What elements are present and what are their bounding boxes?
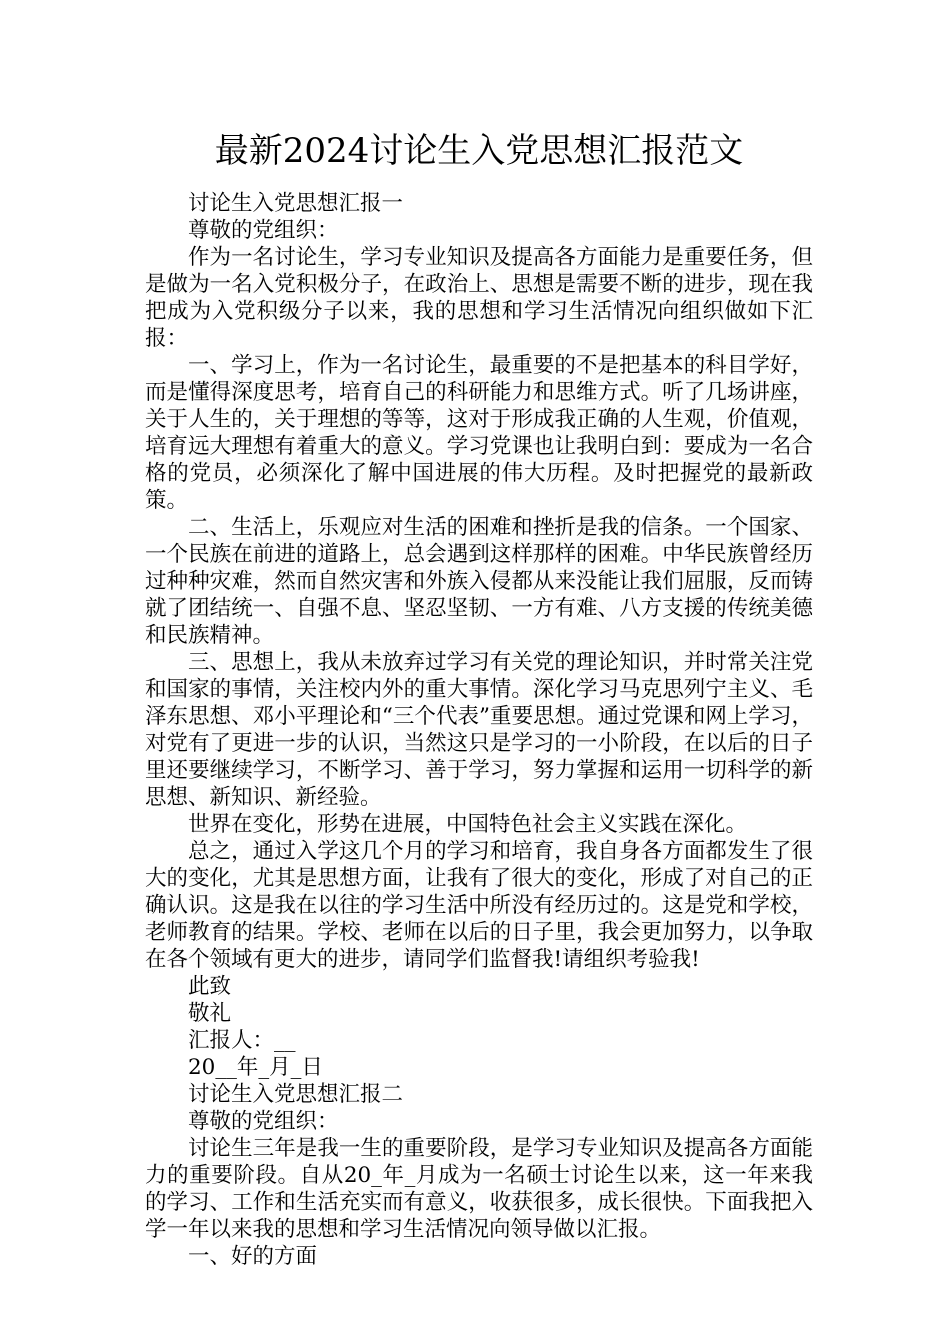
body-paragraph: 总之，通过入学这几个月的学习和培育，我自身各方面都发生了很大的变化，尤其是思想方面，让我有了很大的变化，形成了对自己的正确认识。这是我在以往的学习生活中所没有经历过的。这是党和学校，老师教育的结果。学校、老师在以后的日子里，我会更加努力，以争取在各个领域有更大的进步，请同学们监督我!请组织考验我! [145,839,813,972]
date-line: 20__年_月_日 [188,1055,323,1080]
body-paragraph: 作为一名讨论生，学习专业知识及提高各方面能力是重要任务，但是做为一名入党积极分子，在政治上、思想是需要不断的进步，现在我把成为入党积级分子以来，我的思想和学习生活情况向组织做如下汇报： [145,245,813,351]
body-paragraph: 二、生活上，乐观应对生活的困难和挫折是我的信条。一个国家、一个民族在前进的道路上，总会遇到这样那样的困难。中华民族曾经历过种种灾难，然而自然灾害和外族入侵都从来没能让我们屈服，反而铸就了团结统一、自强不息、坚忍坚韧、一方有难、八方支援的传统美德和民族精神。 [145,515,813,648]
body-paragraph: 一、学习上，作为一名讨论生，最重要的不是把基本的科目学好，而是懂得深度思考，培育自己的科研能力和思维方式。听了几场讲座，关于人生的，关于理想的等等，这对于形成我正确的人生观，价值观，培育远大理想有着重大的意义。学习党课也让我明白到：要成为一名合格的党员，必须深化了解中国进展的伟大历程。及时把握党的最新政策。 [145,353,813,513]
body-paragraph: 讨论生三年是我一生的重要阶段，是学习专业知识及提高各方面能力的重要阶段。自从20_年_月成为一名硕士讨论生以来，这一年来我的学习、工作和生活充实而有意义，收获很多，成长很快。下面我把入学一年以来我的思想和学习生活情况向领导做以汇报。 [145,1136,813,1242]
reporter-line: 汇报人：__ [188,1028,296,1053]
document-body [145,190,813,1270]
section-heading-2: 讨论生入党思想汇报二 [188,1082,404,1107]
body-paragraph: 三、思想上，我从未放弃过学习有关党的理论知识，并时常关注党和国家的事情，关注校内外的重大事情。深化学习马克思列宁主义、毛泽东思想、邓小平理论和“三个代表”重要思想。通过党课和网上学习，对党有了更进一步的认识，当然这只是学习的一小阶段，在以后的日子里还要继续学习，不断学习、善于学习，努力掌握和运用一切科学的新思想、新知识、新经验。 [145,650,813,810]
closing-line: 此致 [188,974,232,999]
section-heading-1: 讨论生入党思想汇报一 [188,191,404,216]
body-paragraph: 世界在变化，形势在进展，中国特色社会主义实践在深化。 [188,812,748,837]
salutation: 尊敬的党组织： [188,1109,339,1134]
closing-line: 敬礼 [188,1001,232,1026]
document-title: 最新2024讨论生入党思想汇报范文 [214,131,744,171]
subheading: 一、好的方面 [188,1244,318,1269]
salutation: 尊敬的党组织： [188,218,339,243]
document-page [145,128,813,1270]
